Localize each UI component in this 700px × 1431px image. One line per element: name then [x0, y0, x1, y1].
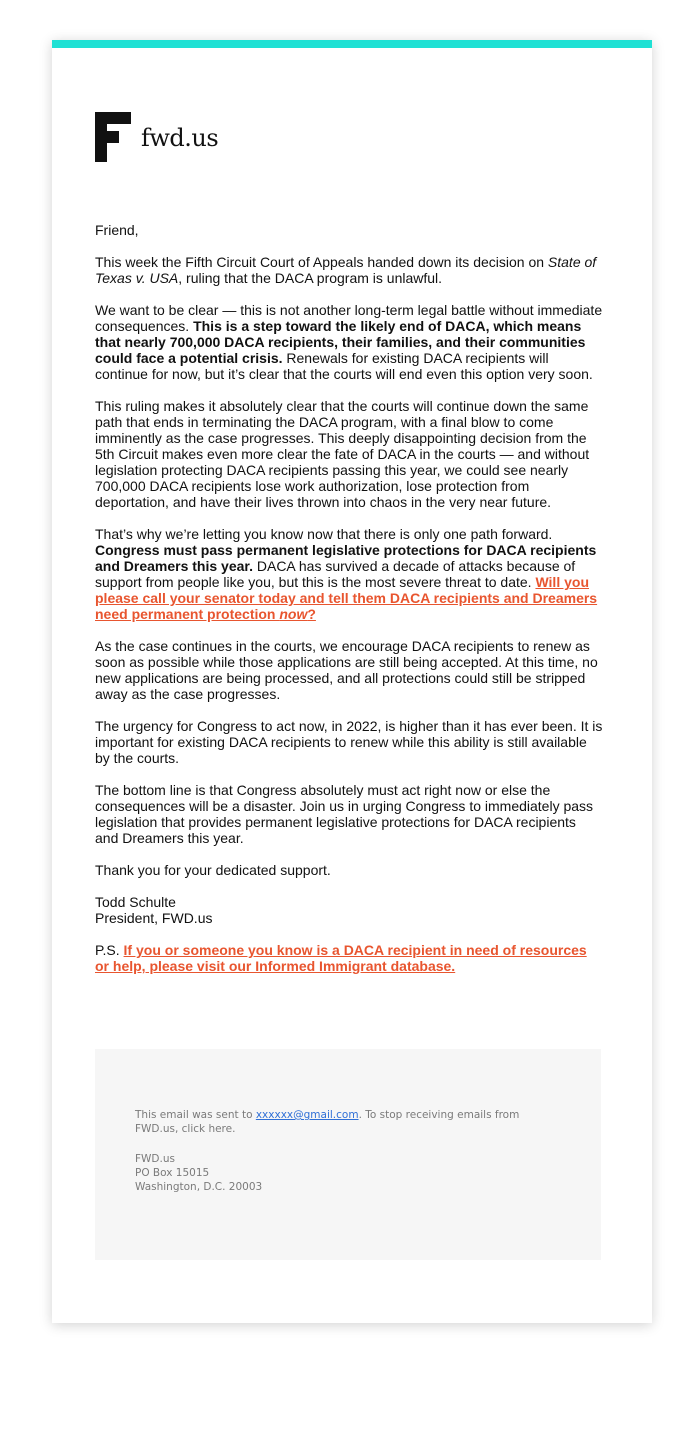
postscript: P.S. If you or someone you know is a DACA recipient in need of resources or help, please visit our Informed Immigrant database.: [95, 942, 587, 974]
paragraph-1: This week the Fifth Circuit Court of Appeals handed down its decision on State of Texas v. USA, ruling that the DACA program is unlawful.: [95, 254, 597, 286]
informed-immigrant-link[interactable]: If you or someone you know is a DACA recipient in need of resources or help, please visit our Informed Immigrant database.: [95, 942, 587, 974]
paragraph-6: The urgency for Congress to act now, in 2022, is higher than it has ever been. It is important for existing DACA recipients to renew while this ability is still available by the courts.: [95, 718, 603, 766]
recipient-email-link[interactable]: xxxxxx@gmail.com: [255, 1109, 359, 1121]
signature-title: President, FWD.us: [95, 910, 213, 926]
paragraph-4: That’s why we’re letting you know now that there is only one path forward. Congress must pass permanent legislative protections for DACA recipients and Dreamers this year. DACA has survived a decade of attacks because of support from people like you, but this is the most severe threat to date. Will you please call your senator today and tell them DACA recipients and Dreamers need permanent protection now?: [95, 526, 598, 622]
signature: [95, 894, 603, 926]
paragraph-4-emphasis: Congress must pass permanent legislative protections for DACA recipients and Dreamers this year.: [95, 542, 597, 574]
paragraph-3: This ruling makes it absolutely clear that the courts will continue down the same path that ends in terminating the DACA program, with a final blow to come imminently as the case progresses. This deeply disappointing decision from the 5th Circuit makes even more clear the fate of DACA in the courts — and without legislation protecting DACA recipients passing this year, we could see nearly 700,000 DACA recipients lose work authorization, lose protection from deportation, and have their lives thrown into chaos in the very near future.: [95, 398, 590, 510]
mailing-address: [135, 1152, 555, 1194]
email-footer: [95, 1049, 601, 1260]
unsubscribe-notice: This email was sent to xxxxxx@gmail.com. To stop receiving emails from FWD.us, click here.: [135, 1109, 520, 1135]
footer-content: [135, 1108, 555, 1194]
paragraph-2-emphasis: This is a step toward the likely end of DACA, which means that nearly 700,000 DACA recipients, their families, and their communities could face a potential crisis.: [95, 318, 586, 366]
signature-name: Todd Schulte: [95, 894, 176, 910]
fwd-logo-mark-icon: [95, 112, 131, 162]
email-card: [52, 40, 652, 1323]
thanks-line: Thank you for your dedicated support.: [95, 862, 331, 878]
fwd-us-logo[interactable]: [95, 112, 218, 162]
paragraph-2: We want to be clear — this is not another long-term legal battle without immediate consequences. This is a step toward the likely end of DACA, which means that nearly 700,000 DACA recipients, their families, and their communities could face a potential crisis. Renewals for existing DACA recipients will continue for now, but it’s clear that the courts will end even this option very soon.: [95, 302, 603, 382]
logo-wordmark: fwd.us: [141, 124, 219, 152]
greeting: Friend,: [95, 222, 139, 238]
paragraph-5: As the case continues in the courts, we encourage DACA recipients to renew as soon as possible while those applications are still being accepted. At this time, no new applications are being processed, and all protections could still be stripped away as the case progresses.: [95, 638, 598, 702]
address-po-box: PO Box 15015: [135, 1167, 210, 1179]
address-org: FWD.us: [135, 1153, 175, 1165]
address-city: Washington, D.C. 20003: [135, 1181, 263, 1193]
accent-top-bar: [52, 40, 652, 48]
case-name: State of Texas v. USA: [95, 254, 597, 286]
email-body: [95, 222, 603, 990]
paragraph-7: The bottom line is that Congress absolutely must act right now or else the consequences will be a disaster. Join us in urging Congress to immediately pass legislation that provides permanent legislative protections for DACA recipients and Dreamers this year.: [95, 782, 594, 846]
call-senator-link[interactable]: Will you please call your senator today and tell them DACA recipients and Dreamers need permanent protection now?: [95, 574, 598, 622]
